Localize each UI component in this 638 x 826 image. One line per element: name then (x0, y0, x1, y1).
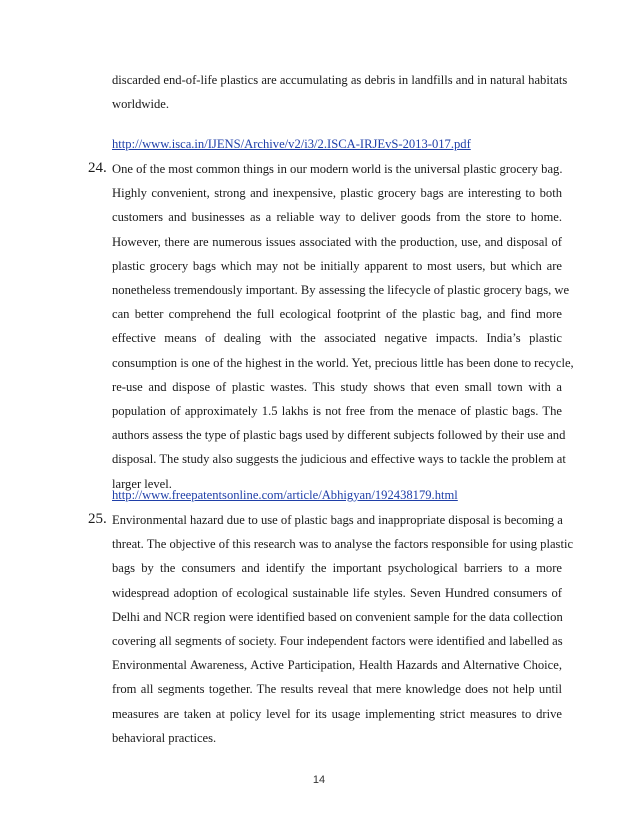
item-number-24: 24. (88, 160, 107, 176)
reference-link-freepatentsonline[interactable]: http://www.freepatentsonline.com/article/Abhigyan/192438179.html (112, 488, 458, 502)
item25-line: Environmental hazard due to use of plastic bags and inappropriate disposal is becoming a (112, 513, 563, 527)
item24-line: plastic grocery bags which may not be initially apparent to most users, but which are (112, 258, 562, 273)
item24-line: Highly convenient, strong and inexpensive, plastic grocery bags are interesting to both (112, 186, 562, 201)
item24-line: population of approximately 1.5 lakhs is not free from the menace of plastic bags. The (112, 404, 562, 418)
item25-line: widespread adoption of ecological sustainable life styles. Seven Hundred consumers of (112, 585, 562, 600)
item25-line: covering all segments of society. Four independent factors were identified and labelled as (112, 634, 563, 648)
item24-line: One of the most common things in our modern world is the universal plastic grocery bag. (112, 162, 563, 176)
page-number: 14 (312, 774, 326, 786)
item24-line: disposal. The study also suggests the judicious and effective ways to tackle the problem at (112, 452, 566, 467)
item24-line: customers and businesses as a reliable way to deliver goods from the store to home. (112, 210, 562, 225)
item25-line: measures are taken at policy level for its usage implementing strict measures to drive (112, 706, 562, 721)
item24-line: re-use and dispose of plastic wastes. This study shows that even small town with a (112, 379, 562, 394)
item24-line: authors assess the type of plastic bags used by different subjects followed by their use and (112, 428, 566, 443)
item25-line: Environmental Awareness, Active Participation, Health Hazards and Alternative Choice, (112, 658, 562, 673)
item24-line: effective means of dealing with the associated negative impacts. India’s plastic (112, 331, 562, 346)
item25-line: behavioral practices. (112, 730, 217, 745)
item24-line: nonetheless tremendously important. By assessing the lifecycle of plastic grocery bags, we (112, 283, 570, 297)
item24-line: However, there are numerous issues associated with the production, use, and disposal of (112, 234, 562, 249)
item-number-25: 25. (88, 511, 107, 527)
reference-link-isca[interactable]: http://www.isca.in/IJENS/Archive/v2/i3/2.ISCA-IRJEvS-2013-017.pdf (112, 137, 471, 151)
item24-line: consumption is one of the highest in the world. Yet, precious little has been done to recycle, (112, 355, 574, 370)
item25-line: bags by the consumers and identify the important psychological barriers to a more (112, 561, 562, 576)
item25-line: threat. The objective of this research was to analyse the factors responsible for using plastic (112, 537, 574, 552)
item25-line: Delhi and NCR region were identified based on convenient sample for the data collection (112, 609, 563, 624)
intro-line: worldwide. (112, 97, 170, 112)
item24-line: larger level. (112, 476, 172, 491)
item25-line: from all segments together. The results reveal that mere knowledge does not help until (112, 682, 562, 697)
intro-line: discarded end-of-life plastics are accumulating as debris in landfills and in natural habitats (112, 73, 568, 87)
item24-line: can better comprehend the full ecological footprint of the plastic bag, and find more (112, 307, 562, 322)
